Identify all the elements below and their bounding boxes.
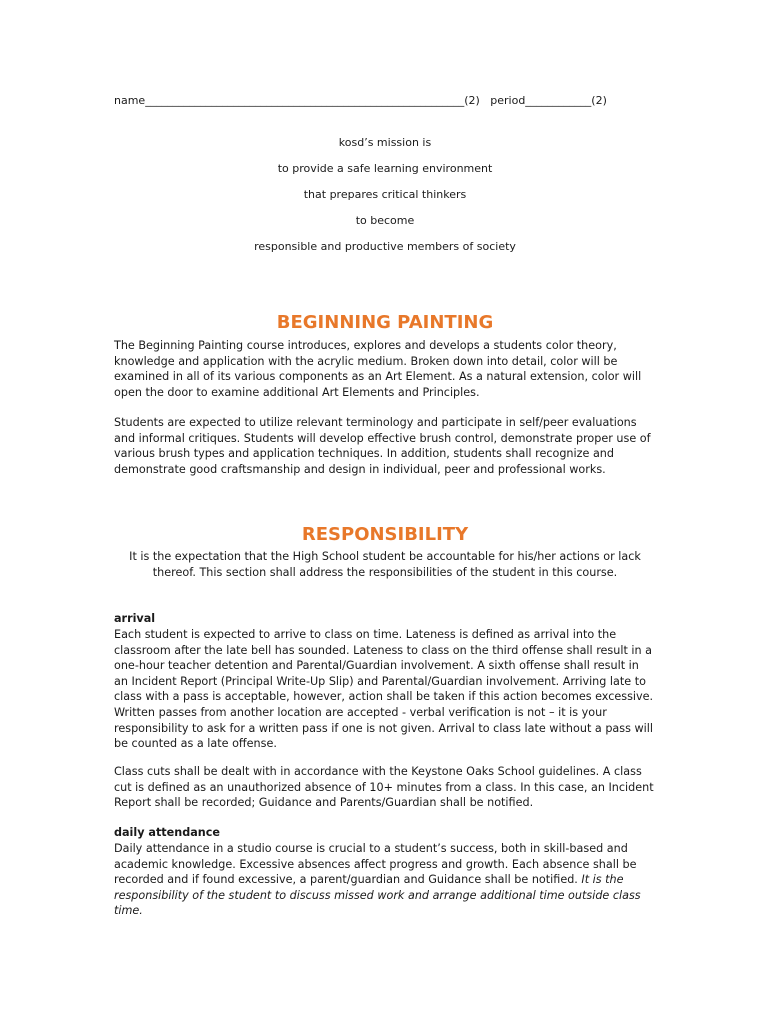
mission-line: that prepares critical thinkers [303,188,467,201]
mission-line: to become [355,214,415,227]
name-period-line: name__________________________________________________________(2) period____________(2) [114,94,607,107]
arrival-subheading: arrival [114,612,156,625]
mission-line: responsible and productive members of society [254,240,516,253]
class-cuts-paragraph: Class cuts shall be dealt with in accordance with the Keystone Oaks School guidelines. A class cut is defined as an unauthorized absence of 10+ minutes from a class. In this case, an Incident Report shall be recorded; Guidance and Parents/Guardian shall be notified. [114,765,654,810]
mission-statement [0,134,770,264]
responsibility-intro: It is the expectation that the High School student be accountable for his/her actions or lack thereof. This section shall address the responsibilities of the student in this course. [129,550,641,579]
daily-attendance-subheading: daily attendance [114,826,220,839]
responsibility-heading: RESPONSIBILITY [301,524,469,545]
course-description-paragraph: The Beginning Painting course introduces, explores and develops a students color theory, knowledge and application with the acrylic medium. Broken down into detail, color will be examined in all of its various components as an Art Element. As a natural extension, color will open the door to examine additional Art Elements and Principles. [114,339,642,399]
mission-line: to provide a safe learning environment [277,162,493,175]
mission-line: kosd’s mission is [338,136,432,149]
attendance-paragraph [114,841,656,919]
attendance-text: Daily attendance in a studio course is crucial to a student’s success, both in skill-based and academic knowledge. Excessive absences affect progress and growth. Each absence shall be recorded and if found excessive, a parent/guardian and Guidance shall be notified. [114,842,637,887]
attendance-italic-note: It is the responsibility of the student to discuss missed work and arrange additional time outside class time. [114,873,641,918]
expectations-paragraph: Students are expected to utilize relevant terminology and participate in self/peer evaluations and informal critiques. Students will develop effective brush control, demonstrate proper use of various brush types and application techniques. In addition, students shall recognize and demonstrate good craftsmanship and design in individual, peer and professional works. [114,416,651,476]
arrival-paragraph: Each student is expected to arrive to class on time. Lateness is defined as arrival into the classroom after the late bell has sounded. Lateness to class on the third offense shall result in a one-hour teacher detention and Parental/Guardian involvement. A sixth offense shall result in an Incident Report (Principal Write-Up Slip) and Parental/Guardian involvement. Arriving late to class with a pass is acceptable, however, action shall be taken if this action becomes excessive. Written passes from another location are accepted - verbal verification is not – it is your responsibility to ask for a written pass if one is not given. Arrival to class late without a pass will be counted as a late offense. [114,628,654,751]
beginning-painting-heading: BEGINNING PAINTING [276,312,494,333]
